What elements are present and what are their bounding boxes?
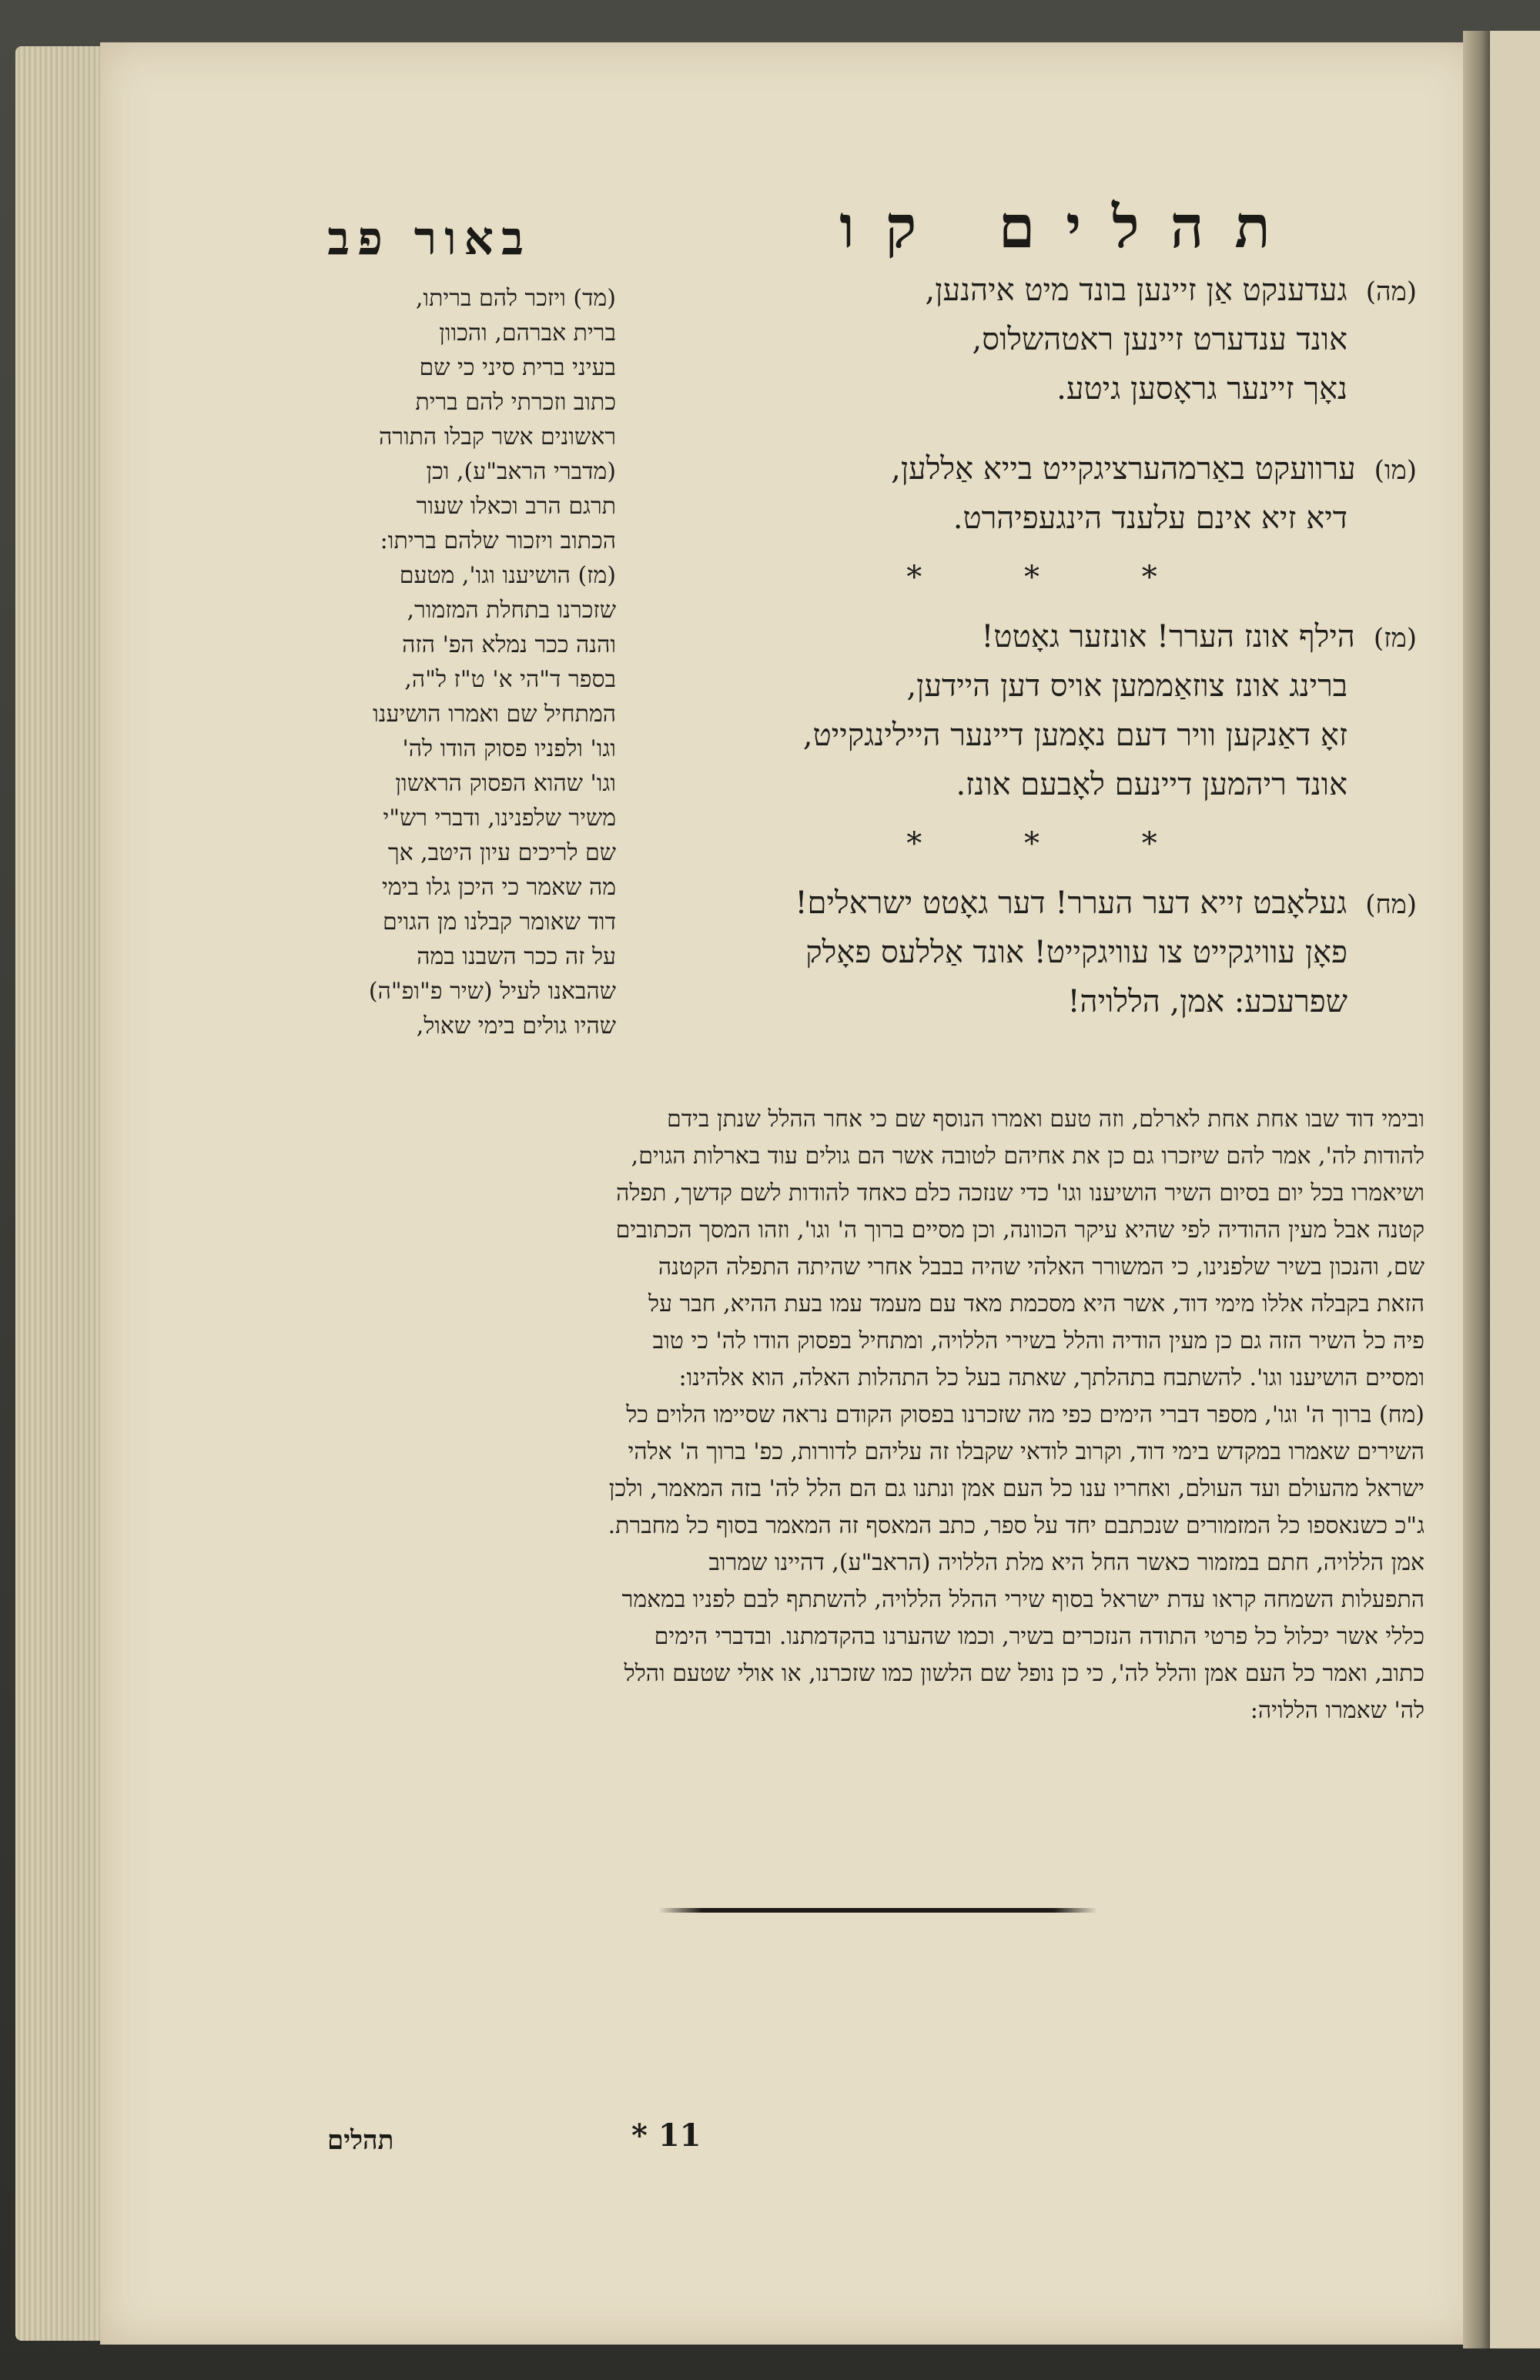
verse-text: זאָ דאַנקען וויר דעם נאָמען דיינער היילינגקייט, [802, 718, 1348, 753]
book-page-edges [15, 46, 108, 2341]
verse-number: (מז) [1373, 623, 1417, 654]
verse-text: נאָך זיינער גראָסען גיטע. [1056, 371, 1348, 407]
poem-text [693, 266, 1417, 1026]
stanza-46 [693, 444, 1417, 543]
commentary-title: באור פב [327, 212, 531, 266]
verse-text: ברינג אונז צוזאַממען אויס דען היידען, [906, 668, 1348, 704]
commentary-line: הכתוב ויזכור שלהם בריתו: [380, 527, 616, 554]
commentary-line: המתחיל שם ואמרו הושיענו [373, 701, 616, 728]
poem-line [693, 661, 1417, 711]
commentary-line: ומסיים הושיענו וגו'. להשתבח בתהלתך, שאתה בעל כל התהלות האלה, הוא אלהינו: [678, 1364, 1424, 1391]
commentary-line: ובימי דוד שבו אחת אחת לארלם, וזה טעם ואמרו הנוסף שם כי אחר ההלל שנתן בידם [666, 1106, 1424, 1133]
section-divider-stars: * * * [906, 826, 1204, 862]
commentary-line: התפעלות השמחה קראו עדת ישראל בסוף שירי ההלל הללויה, להשתתף לבם לפניו במאמר [621, 1586, 1424, 1613]
commentary-line: ושיאמרו בכל יום בסיום השיר הושיענו וגו' כדי שנזכה כלם כאחד להודות לשם קדשך, תפלה [616, 1180, 1424, 1207]
commentary-line: אמן הללויה, חתם במזמור כאשר החל היא מלת הללויה (הראב"ע), דהיינו שמרוב [708, 1549, 1424, 1576]
commentary-line: להודות לה', אמר להם שיזכרו גם כן את אחיהם לטובה אשר הם גולים עוד בארלות הגוים, [631, 1143, 1424, 1170]
poem-line [693, 494, 1417, 543]
commentary-column [277, 281, 616, 1043]
commentary-line: משיר שלפנינו, ודברי רש"י [383, 805, 616, 832]
commentary-line: דוד שאומר קבלנו מן הגוים [383, 909, 616, 936]
poem-line [693, 315, 1417, 364]
stanza-47 [693, 612, 1417, 809]
commentary-line: שם לריכים עיון היטב, אך [387, 839, 616, 866]
stanza-45 [693, 266, 1417, 413]
commentary-line: ראשונים אשר קבלו התורה [378, 423, 616, 450]
commentary-line: כתוב, ואמר כל העם אמן והלל לה', כי כן נופל שם הלשון כמו שזכרנו, או אולי שטעם והלל [624, 1660, 1424, 1687]
commentary-line: הזאת בקבלה אללו מימי דוד, אשר היא מסכמת מאד עם מעמד עמו בעת ההיא, חבר על [648, 1290, 1424, 1317]
commentary-line: מה שאמר כי היכן גלו בימי [381, 874, 616, 901]
commentary-line: לה' שאמרו הללויה: [1250, 1697, 1424, 1724]
commentary-full-width [316, 1101, 1424, 1729]
verse-text: אונד ריהמען דיינעם לאָבעם אונז. [956, 767, 1348, 802]
poem-line [693, 977, 1417, 1026]
poem-line [693, 266, 1417, 315]
poem-line [693, 711, 1417, 760]
commentary-line: בספר ד"הי א' ט"ז ל"ה, [404, 666, 616, 693]
book-gutter [1463, 31, 1494, 2348]
commentary-line: (מז) הושיענו וגו', מטעם [399, 562, 616, 589]
verse-text: הילף אונז הערר! אונזער גאָטט! [981, 619, 1355, 654]
section-divider-stars: * * * [906, 560, 1204, 595]
verse-text: געדענקט אַן זיינען בונד מיט איהנען, [925, 273, 1348, 308]
commentary-line: תרגם הרב וכאלו שעור [416, 493, 616, 520]
verse-text: געלאָבט זייא דער הערר! דער גאָטט ישראלים! [795, 885, 1348, 921]
commentary-line: והנה ככר נמלא הפ' הזה [402, 631, 616, 658]
page-number: * 11 [631, 2117, 701, 2154]
poem-line [693, 928, 1417, 977]
commentary-line: כתוב וזכרתי להם ברית [415, 389, 616, 416]
commentary-line: (מד) ויזכר להם בריתו, [415, 285, 616, 312]
commentary-line: כללי אשר יכלול כל פרטי התודה הנזכרים בשיר, וכמו שהערנו בהקדמתנו. ובדברי הימים [654, 1623, 1424, 1650]
facing-page-edge [1490, 31, 1540, 2348]
end-rule-divider [658, 1908, 1097, 1913]
commentary-line: (מח) ברוך ה' וגו', מספר דברי הימים כפי מה שזכרנו בפסוק הקודם נראה שסיימו הלוים כל [626, 1401, 1424, 1428]
commentary-line: ברית אברהם, והכוון [439, 320, 616, 346]
commentary-line: בעיני ברית סיני כי שם [419, 354, 616, 381]
verse-text: דיא זיא אינם עלענד הינגעפיהרט. [952, 500, 1348, 536]
poem-line [693, 760, 1417, 809]
commentary-line: וגו' שהוא הפסוק הראשון [395, 770, 616, 797]
verse-number: (מו) [1374, 455, 1417, 486]
verse-text: אונד ענדערט זיינען ראטהשלוס, [972, 322, 1348, 357]
commentary-line: ישראל מהעולם ועד העולם, ואחריו ענו כל העם אמן ונתנו גם הם הלל לה' בזה המאמר, ולכן [608, 1475, 1424, 1502]
poem-line [693, 612, 1417, 661]
commentary-line: וגו' ולפניו פסוק הודו לה' [402, 735, 616, 762]
commentary-line: שזכרנו בתחלת המזמור, [407, 597, 616, 624]
stanza-48 [693, 879, 1417, 1026]
signature-mark: תהלים [327, 2125, 394, 2156]
verse-text: פאָן עוויגקייט צו עוויגקייט! אונד אַללעס פאָלק [805, 935, 1348, 970]
poem-line [693, 364, 1417, 413]
commentary-line: שהיו גולים בימי שאול, [416, 1013, 616, 1039]
commentary-line: פיה כל השיר הזה גם כן מעין הודיה והלל בשירי הללויה, ומתחיל בפסוק הודו לה' כי טוב [652, 1327, 1424, 1354]
verse-text: שפרעכע: אמן, הללויה! [1067, 984, 1348, 1019]
commentary-line: (מדברי הראב"ע), וכן [426, 458, 616, 485]
commentary-line: השירים שאמרו במקדש בימי דוד, וקרוב לודאי שקבלו זה עליהם לדורות, כפ' ברוך ה' אלהי [628, 1438, 1424, 1465]
commentary-line: קטנה אבל מעין ההודיה לפי שהיא עיקר הכוונה, וכן מסיים ברוך ה' וגו', וזהו המסך הכתובים [615, 1217, 1424, 1244]
commentary-line: על זה ככר השבנו במה [417, 943, 616, 970]
commentary-line: שהבאנו לעיל (שיר פ"ופ"ה) [368, 978, 616, 1005]
poem-line [693, 879, 1417, 928]
commentary-line: ג"כ כשנאספו כל המזמורים שנכתבם יחד על ספר, כתב המאסף זה המאמר בסוף כל מחברת. [608, 1512, 1424, 1539]
verse-number: (מה) [1365, 276, 1417, 307]
verse-number: (מח) [1365, 889, 1417, 920]
poem-line [693, 444, 1417, 494]
stanza-gap [693, 413, 1417, 444]
verse-text: ערוועקט באַרמהערציגקייט בייא אַללען, [891, 451, 1356, 487]
page-title: תהלים קו [839, 192, 1301, 261]
commentary-line: שם, והנכון בשיר שלפנינו, כי המשורר האלהי שהיה בבבל אחרי שהיתה התפלה הקטנה [658, 1254, 1424, 1280]
